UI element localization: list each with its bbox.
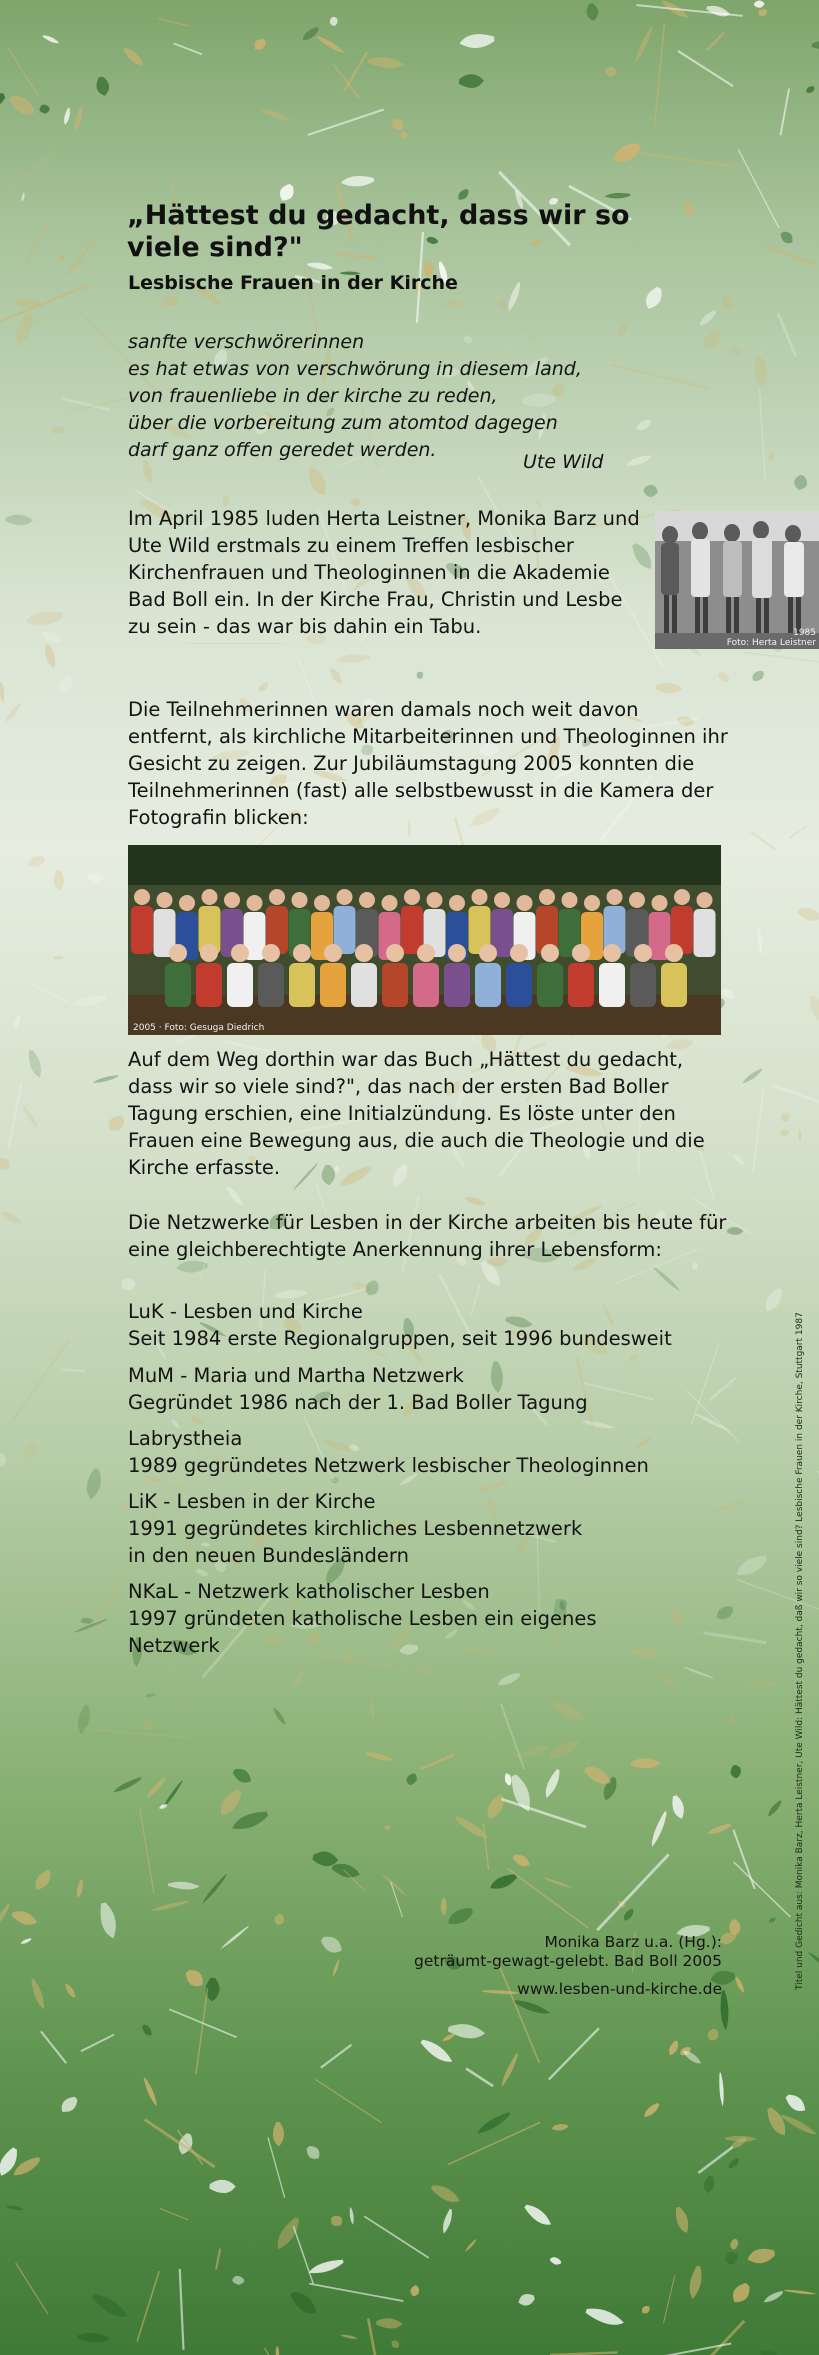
network-name: MuM - Maria und Martha Netzwerk: [128, 1364, 464, 1387]
photo-2005-image: [128, 845, 721, 1035]
network-name: NKaL - Netzwerk katholischer Lesben: [128, 1580, 490, 1603]
poem-line: darf ganz offen geredet werden.: [128, 439, 437, 461]
page-title: „Hättest du gedacht, dass wir so viele sind?": [127, 200, 630, 263]
paragraph-book: Auf dem Weg dorthin war das Buch „Hättest du gedacht, dass wir so viele sind?", das nach der ersten Bad Boller Tagung erschien, eine Initialzündung. Es löste unter den Frauen eine Bewegung aus, die auch die Theologie und die Kirche erfasste.: [128, 1048, 705, 1179]
network-description: 1997 gründeten katholische Lesben ein eigenes: [128, 1607, 597, 1630]
paragraph-history: Im April 1985 luden Herta Leistner, Monika Barz und Ute Wild erstmals zu einem Treffen lesbischer Kirchenfrauen und Theologinnen in die Akademie Bad Boll ein. In der Kirche Frau, Christin und Lesbe zu sein - das war bis dahin ein Tabu.: [128, 507, 640, 638]
poem-line: von frauenliebe in der kirche zu reden,: [128, 385, 498, 407]
photo-1985-group: [655, 511, 819, 649]
side-credit-text: Titel und Gedicht aus: Monika Barz, Herta Leistner, Ute Wild: Hättest du gedacht, daß wir so viele sind? Lesbische Frauen in der Kirche, Stuttgart 1987: [795, 1312, 805, 1990]
network-description: 1991 gegründetes kirchliches Lesbennetzwerk: [128, 1517, 583, 1540]
photo-person: [131, 889, 153, 954]
footer-citation: Monika Barz u.a. (Hg.):: [544, 1933, 722, 1951]
photo-2005-credit: 2005 · Foto: Gesuga Diedrich: [133, 1023, 265, 1033]
photo-1985-year: 1985: [793, 628, 816, 638]
network-item-labrystheia: [128, 1425, 748, 1479]
photo-person: [401, 889, 423, 954]
poem: [128, 329, 648, 464]
photo-2005-group: [128, 845, 721, 1035]
paragraph-participants: Die Teilnehmerinnen waren damals noch weit davon entfernt, als kirchliche Mitarbeiterinnen und Theologinnen ihr Gesicht zu zeigen. Zur Jubiläumstagung 2005 konnten die Teilnehmerinnen (fast) alle selbstbewusst in die Kamera der Fotografin blicken:: [128, 698, 728, 829]
network-item-nkal: [128, 1578, 748, 1659]
poem-author: Ute Wild: [523, 451, 604, 473]
photo-person: [536, 889, 558, 954]
photo-person: [334, 889, 356, 954]
network-item-mum: [128, 1362, 748, 1416]
paragraph-networks-intro: Die Netzwerke für Lesben in der Kirche arbeiten bis heute für eine gleichberechtigte Anerkennung ihrer Lebensform:: [128, 1211, 727, 1261]
network-name: Labrystheia: [128, 1427, 243, 1450]
poem-line: sanfte verschwörerinnen: [128, 331, 365, 353]
poem-line: über die vorbereitung zum atomtod dagegen: [128, 412, 558, 434]
footer-url[interactable]: www.lesben-und-kirche.de: [517, 1980, 722, 1998]
network-description: 1989 gegründetes Netzwerk lesbischer Theologinnen: [128, 1454, 649, 1477]
network-item-luk: [128, 1298, 748, 1352]
network-item-lik: [128, 1488, 748, 1569]
network-name: LuK - Lesben und Kirche: [128, 1300, 363, 1323]
poem-line: es hat etwas von verschwörung in diesem land,: [128, 358, 582, 380]
footer-book-title: geträumt-gewagt-gelebt. Bad Boll 2005: [414, 1952, 722, 1970]
network-name: LiK - Lesben in der Kirche: [128, 1490, 376, 1513]
network-description: Gegründet 1986 nach der 1. Bad Boller Tagung: [128, 1391, 588, 1414]
network-description: in den neuen Bundesländern: [128, 1544, 409, 1567]
photo-person: [694, 892, 716, 957]
network-description: Netzwerk: [128, 1634, 220, 1657]
page-subtitle: Lesbische Frauen in der Kirche: [128, 272, 458, 294]
network-description: Seit 1984 erste Regionalgruppen, seit 1996 bundesweit: [128, 1327, 672, 1350]
photo-1985-credit: Foto: Herta Leistner: [726, 638, 816, 648]
photo-person: [604, 889, 626, 954]
